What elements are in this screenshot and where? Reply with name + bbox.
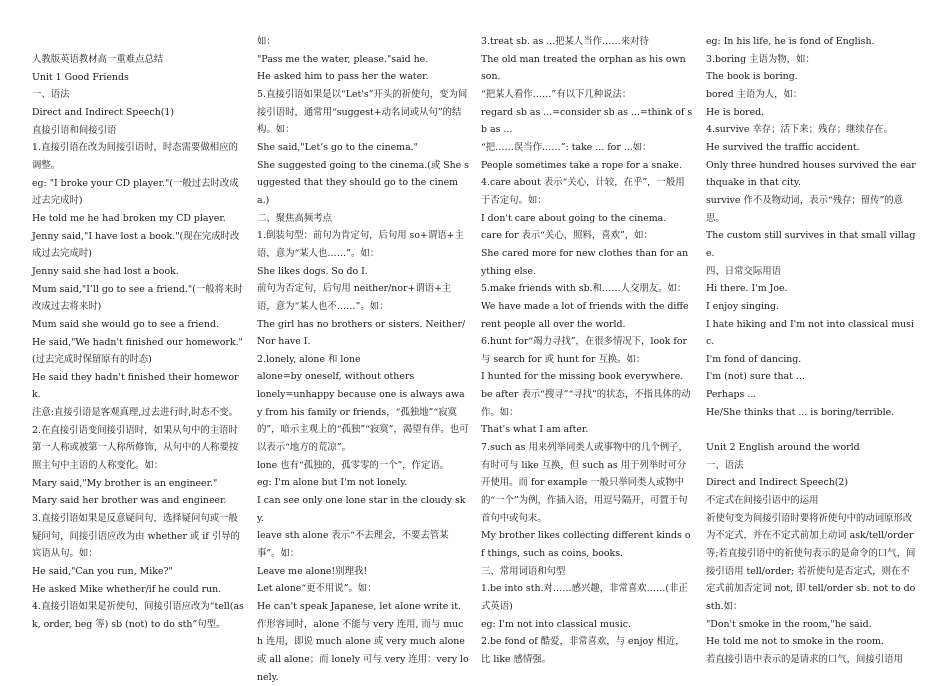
text-line: She likes dogs. So do I. bbox=[257, 265, 368, 277]
text-line: 一、语法 bbox=[32, 89, 70, 101]
text-line: That's what I am after. bbox=[481, 424, 589, 436]
text-line: 如： bbox=[257, 36, 276, 47]
text-line: He said,"Can you run, Mike?" bbox=[32, 566, 173, 578]
text-line: He is bored. bbox=[706, 106, 765, 118]
text-line: alone=by oneself, without others bbox=[257, 371, 415, 383]
text-column-4 bbox=[706, 33, 918, 669]
text-line: 不定式在间接引语中的运用 bbox=[706, 495, 819, 507]
text-line: I don't care about going to the cinema. bbox=[481, 212, 667, 224]
text-line: lone 也有“孤独的，孤零零的一个”，作定语。 bbox=[257, 459, 450, 471]
text-line: eg: "I broke your CD player."(一般过去时改成过去完成时) bbox=[32, 177, 239, 207]
text-line: Let alone“更不用说”。如： bbox=[257, 583, 377, 595]
text-line: He said,"We hadn't finished our homework."(过去完成时保留原有的时态) bbox=[32, 336, 243, 366]
text-line: 四、日常交际用语 bbox=[706, 265, 782, 277]
text-line: eg: In his life, he is fond of English. bbox=[706, 36, 875, 47]
text-line: He/She thinks that ... is boring/terrible. bbox=[706, 406, 895, 418]
text-line bbox=[706, 421, 918, 439]
text-column-2 bbox=[257, 33, 469, 686]
text-line: 2.在直接引语变间接引语时，如果从句中的主语时第一人称或被第一人称所修饰，从句中的人称要按照主句中主语的人称变化。如： bbox=[32, 424, 239, 472]
text-line: "Don't smoke in the room,"he said. bbox=[706, 618, 872, 630]
text-line: People sometimes take a rope for a snake. bbox=[481, 159, 683, 171]
text-line: I'm (not) sure that ... bbox=[706, 371, 805, 383]
text-line: She cared more for new clothes than for anything else. bbox=[481, 247, 689, 277]
text-line: eg: I'm alone but I'm not lonely. bbox=[257, 477, 408, 489]
text-line: He asked Mike whether/if he could run. bbox=[32, 583, 222, 595]
text-line: 1.倒装句型：前句为肯定句，后句用 so+谓语+主语，意为“某人也……”。如： bbox=[257, 230, 464, 259]
text-line: 7.such as 用来列举同类人或事物中的几个例子，有时可与 like 互换，但 such as 用于列举时可分开使用。而 for example 一般只举同类人或物中的“一个”为例，作插入语，用逗号隔开，可置于句首句中或句末。 bbox=[481, 442, 688, 524]
text-line: 三、常用词语和句型 bbox=[481, 565, 566, 577]
text-line: 5.make friends with sb.和……人交朋友。如： bbox=[481, 283, 687, 295]
text-column-1 bbox=[32, 51, 244, 634]
text-line: “把某人看作……”有以下几种说法： bbox=[481, 88, 632, 100]
text-line: He survived the traffic accident. bbox=[706, 141, 860, 153]
text-line: Direct and Indirect Speech(1) bbox=[32, 106, 175, 118]
text-line: I hunted for the missing book everywhere. bbox=[481, 371, 684, 383]
text-line: I hate hiking and I'm not into classical music. bbox=[706, 318, 914, 348]
text-line: be after 表示“搜寻”“寻找”的状态，不指具体的动作。如： bbox=[481, 389, 691, 418]
text-line: She said,"Let’s go to the cinema." bbox=[257, 141, 418, 153]
text-line: Leave me alone!别理我! bbox=[257, 565, 368, 577]
text-line: 1.be into sth.对……感兴趣，非常喜欢……(非正式英语) bbox=[481, 583, 688, 612]
text-line: 一、语法 bbox=[706, 459, 744, 471]
text-line: Perhaps ... bbox=[706, 389, 757, 401]
text-line: The book is boring. bbox=[706, 71, 798, 83]
text-line: 4.直接引语如果是祈使句，间接引语应改为“tell(ask, order, beg 等) sb (not) to do sth”句型。 bbox=[32, 601, 244, 630]
text-line: My brother likes collecting different kinds of things, such as coins, books. bbox=[481, 530, 691, 560]
text-line: She suggested going to the cinema.(或 She suggested that they should go to the cinema.) bbox=[257, 159, 469, 206]
text-line: 4.care about 表示“关心，计较，在乎”，一般用于否定句。如： bbox=[481, 177, 685, 206]
text-line: lonely=unhappy because one is always away from his family or friends，“孤独地”“寂寞的”，暗示主观上的“孤独”“寂寞”，渴望有伴。也可以表示“地方的荒凉”。 bbox=[257, 389, 469, 454]
text-column-3 bbox=[481, 33, 693, 669]
text-line: 4.survive 幸存；活下来；残存；继续存在。 bbox=[706, 124, 894, 136]
text-line: 注意:直接引语是客观真理,过去进行时,时态不变。 bbox=[32, 407, 238, 419]
text-line: Unit 1 Good Friends bbox=[32, 71, 129, 83]
text-line: 若直接引语中表示的是请求的口气，间接引语用 bbox=[706, 653, 903, 665]
text-line: leave sth alone 表示“不去理会，不要去管某事”。如： bbox=[257, 530, 449, 560]
text-line: regard sb as ...=consider sb as ...=think of sb as ... bbox=[481, 106, 693, 136]
text-line: 二、聚焦高频考点 bbox=[257, 212, 333, 224]
text-line: 1.直接引语在改为间接引语时，时态需要做相应的调整。 bbox=[32, 142, 238, 171]
text-line: 6.hunt for“竭力寻找”，在很多情况下，look for 与 search for 或 hunt for 互换。如： bbox=[481, 336, 688, 365]
text-line: He told me not to smoke in the room. bbox=[706, 636, 884, 648]
text-line: He said they hadn't finished their homework. bbox=[32, 371, 239, 401]
text-line: Hi there. I'm Joe. bbox=[706, 283, 788, 295]
text-line: Unit 2 English around the world bbox=[706, 442, 860, 454]
text-line: 直接引语和间接引语 bbox=[32, 124, 117, 136]
text-line: survive 作不及物动词，表示“残存；留传”的意思。 bbox=[706, 194, 904, 224]
text-line: 3.直接引语如果是反意疑问句，选择疑问句或一般疑问句，间接引语应改为由 whether 或 if 引导的宾语从句。如： bbox=[32, 513, 240, 560]
text-line: Jenny said,"I have lost a book."(现在完成时改成过去完成时) bbox=[32, 230, 240, 260]
text-line: 5.直接引语如果是以“Let's”开头的祈使句，变为间接引语时，通常用“suggest+动名词或从句”的结构。如： bbox=[257, 88, 468, 136]
text-line: We have made a lot of friends with the different people all over the world. bbox=[481, 300, 689, 330]
text-line: 2.be fond of 酷爱，非常喜欢，与 enjoy 相近，比 like 感情强。 bbox=[481, 636, 685, 665]
text-line: The girl has no brothers or sisters. Neither/Nor have I. bbox=[257, 318, 466, 348]
text-line: Mum said she would go to see a friend. bbox=[32, 318, 219, 330]
text-line: Direct and Indirect Speech(2) bbox=[706, 477, 849, 489]
text-line: He told me he had broken my CD player. bbox=[32, 212, 226, 224]
text-line: care for 表示“关心，照料，喜欢”，如： bbox=[481, 230, 653, 242]
text-line: The custom still survives in that small village. bbox=[706, 230, 916, 259]
text-line: I'm fond of dancing. bbox=[706, 353, 802, 365]
text-line: 3.boring 主语为物，如： bbox=[706, 53, 815, 65]
text-line: 人教版英语教材高一重难点总结 bbox=[32, 54, 164, 65]
text-line: Jenny said she had lost a book. bbox=[32, 265, 179, 277]
text-line: Mary said her brother was and engineer. bbox=[32, 495, 227, 507]
text-line: 2.lonely, alone 和 lone bbox=[257, 353, 361, 365]
text-line: 3.treat sb. as ...把某人当作……来对待 bbox=[481, 36, 649, 47]
text-line: eg: I'm not into classical music. bbox=[481, 618, 631, 630]
text-line: 祈使句变为间接引语时要将祈使句中的动词原形改为不定式，并在不定式前加上动词 ask/tell/order 等;若直接引语中的祈使句表示的是命令的口气，间接引语用 tell/order; 若祈使句是否定式，则在不定式前加否定词 not, 即 tell/order sb. not to do sth.如： bbox=[706, 512, 916, 612]
text-line: 前句为否定句，后句用 neither/nor+谓语+主语，意为“某人也不……”。如： bbox=[257, 283, 452, 312]
text-line: Only three hundred houses survived the earthquake in that city. bbox=[706, 159, 916, 189]
text-line: He asked him to pass her the water. bbox=[257, 71, 429, 83]
text-line: He can't speak Japanese, let alone write it. bbox=[257, 601, 461, 612]
text-line: Mary said,"My brother is an engineer." bbox=[32, 477, 218, 489]
text-line: bored 主语为人，如： bbox=[706, 88, 803, 100]
text-line: Mum said,"I’ll go to see a friend."(一般将来时改成过去将来时) bbox=[32, 283, 243, 313]
text-line: I can see only one lone star in the cloudy sky. bbox=[257, 495, 466, 524]
text-line: “把……误当作……”: take ... for ...如： bbox=[481, 141, 652, 153]
text-line: "Pass me the water, please."said he. bbox=[257, 53, 429, 65]
text-line: The old man treated the orphan as his own son. bbox=[481, 53, 686, 83]
text-line: 作形容词时，alone 不能与 very 连用, 而与 much 连用，即说 much alone 或 very much alone 或 all alone；而 lonely 可与 very 连用：very lonely. bbox=[257, 618, 469, 683]
text-line: I enjoy singing. bbox=[706, 300, 779, 312]
